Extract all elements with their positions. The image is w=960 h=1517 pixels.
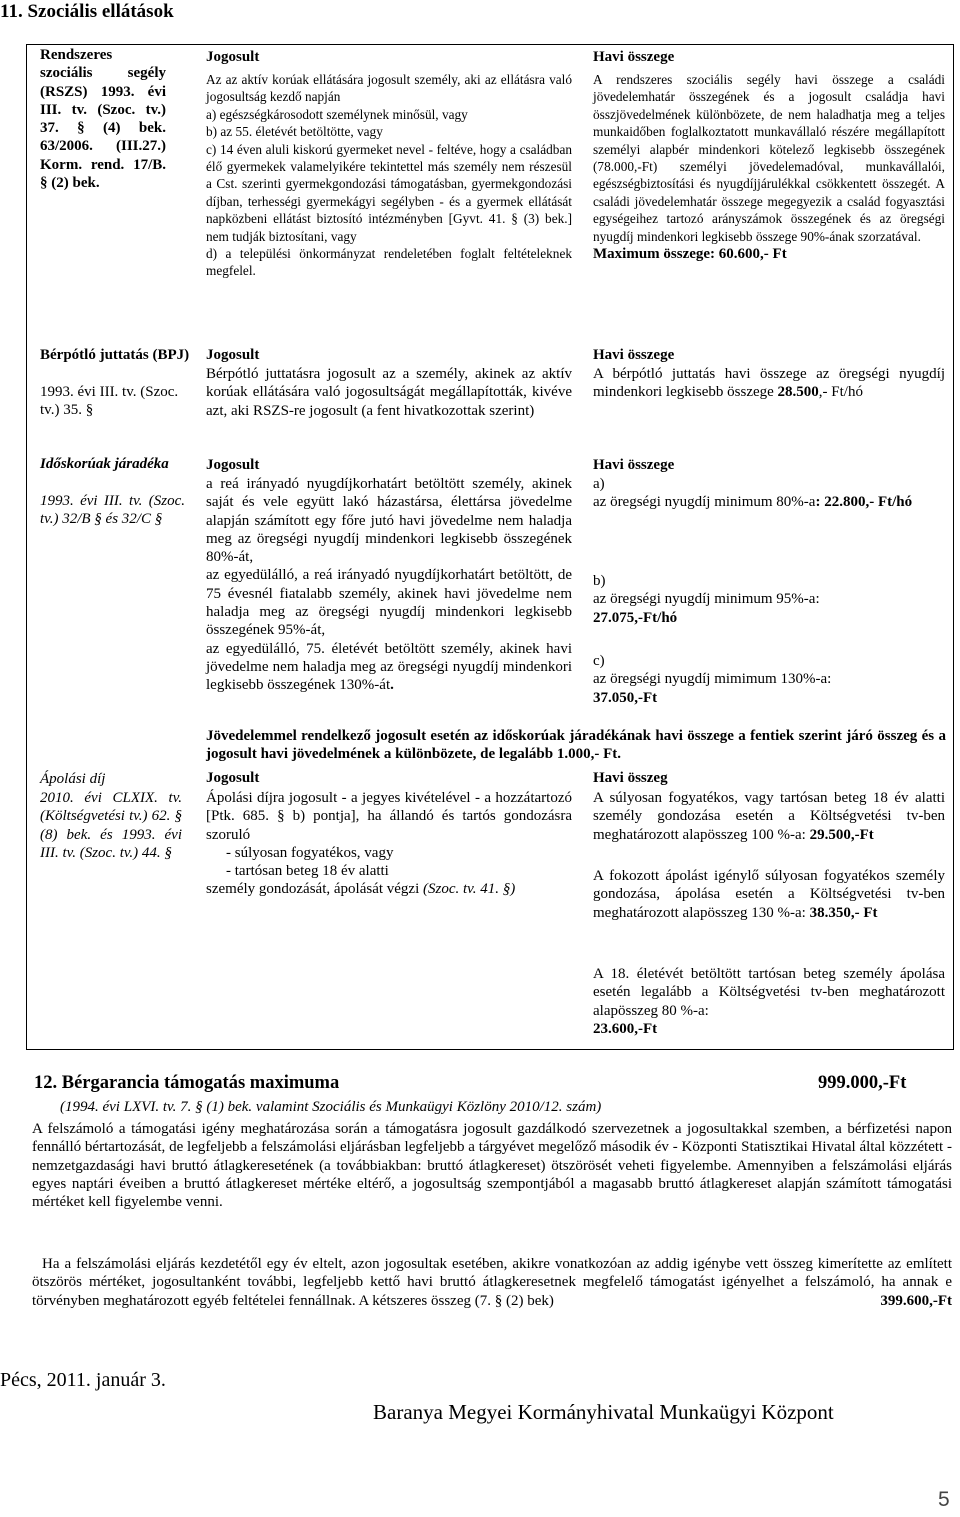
bpj-havi-header: Havi összege [593,347,675,363]
apolasi-havi-3 [593,965,945,1038]
ij-jogosult-3-text: az egyedülálló, 75. életévét betöltött személy, akinek havi jövedelme nem haladja meg az öregségi nyugdíj mindenkori legkisebb összegének 130%-át [206,640,572,694]
ij-havi-a-text: az öregségi nyugdíj minimum 80%-a [593,494,816,511]
section-12-title: 12. Bérgarancia támogatás maximuma [34,1073,340,1093]
apolasi-jogosult-item-2: - tartósan beteg 18 év alatti [226,863,389,880]
bpj-havi-text [593,365,945,402]
ij-havi-a-label: a) [593,476,605,492]
ij-jogosult-2: az egyedülálló, a reá irányadó nyugdíjkorhatárt betöltött, de 75 évesnél fiatalabb személy, akinek havi jövedelme nem haladja meg az öregségi nyugdíj mindenkori legkisebb összegének 95%-át, [206,567,572,639]
ij-havi-b [593,572,945,627]
ij-law-ref: 1993. évi III. tv. (Szoc. tv.) 32/B § és 32/C § [40,493,185,528]
ij-note: Jövedelemmel rendelkező jogosult esetén az időskorúak járadékának havi összege a fentiek szerint járó összeg és a jogosult havi jövedelmének a különbözete, de legalább 1.000,- Ft. [206,728,946,763]
ij-jogosult-text [206,475,572,695]
apolasi-jogosult-intro: Ápolási díjra jogosult - a jegyes kivételével - a hozzátartozó [Ptk. 685. § b) pontja], ha állandó és tartós gondozásra szoruló [206,790,572,843]
ij-havi-b-text: az öregségi nyugdíj minimum 95%-a: [593,591,820,608]
rszs-havi-maximum: Maximum összege: 60.600,- Ft [593,246,787,263]
ij-jogosult-3-end: . [390,677,394,694]
apolasi-jogosult-header: Jogosult [206,770,260,786]
ij-havi-c-text: az öregségi nyugdíj mimimum 130%-a: [593,671,832,688]
section-12-paragraph-1: A felszámoló a támogatási igény meghatározása során a támogatásra jogosult gazdálkodó szervezetnek a jogosultakkal szemben, a bérfizetési napon fennálló bértartozását, de legfeljebb a felszámolási eljárásban legfeljebb a tárgyévet megelőző második év - Központi Statisztikai Hivatal által közzétett - nemzetgazdasági havi bruttó átlagkeresetének (a továbbiakban: bruttó átlagkereset) ötszörösét veheti figyelembe. Amennyiben a felszámolási eljárás egyes naptári éveiben a bruttó átlagkereset mértéke eltérő, a jogosultság szempontjából a magasabb bruttó átlagkereset alapján számított támogatási mértéket kell figyelembe venni. [32,1121,952,1211]
apolasi-jogosult-end: személy gondozását, ápolását végzi [206,881,424,898]
section-12-paragraph-2 [32,1255,952,1310]
ij-havi-c-label: c) [593,653,605,669]
ij-havi-c-value: 37.050,-Ft [593,689,658,706]
apolasi-havi-1-text: A súlyosan fogyatékos, vagy tartósan beteg 18 év alatti személy gondozása esetén a Költségvetési tv-ben meghatározott alapösszeg 100 %-a: [593,790,945,843]
bpj-jogosult-text: Bérpótló juttatásra jogosult az a személy, akinek az aktív korúak ellátására való jogosultságát megállapították, kivéve azt, aki RSZS-re jogosult (a fent hivatkozottak szerint) [206,366,572,419]
rszs-jogosult-c: c) 14 éven aluli kiskorú gyermeket nevel - feltéve, hogy a családban élő gyermekek valamelyikére tekintettel más személy nem részesül a Cst. szerinti gyermekgondozási támogatásban, gyermekgondozási díjban, terhességi gyermekágyi segélyben - és a gyermek ellátását napközbeni ellátást biztosító intézményben [Gyvt. 41. § (3) bek.] nem tudják biztosítani, vagy [206,141,572,244]
place-date: Pécs, 2011. január 3. [0,1369,166,1391]
ij-havi-a [593,475,945,512]
apolasi-law-title: Ápolási díj [40,771,106,787]
bpj-havi-unit: ,- Ft/hó [818,384,863,401]
rszs-jogosult-d: d) a települési önkormányzat rendeletében foglalt feltételeknek megfelel. [206,246,572,279]
rszs-jogosult-text [206,71,572,280]
apolasi-havi-3-value: 23.600,-Ft [593,1020,658,1037]
section-12-max-value: 999.000,-Ft [818,1073,907,1093]
ij-havi-b-value: 27.075,-Ft/hó [593,609,678,626]
section-12-double-value: 399.600,-Ft [880,1292,952,1309]
bpj-havi-value: 28.500 [777,384,819,401]
page-number: 5 [938,1488,950,1511]
apolasi-jogosult-text [206,789,572,899]
ij-havi-a-value: : 22.800,- Ft/hó [815,494,913,511]
apolasi-havi-header: Havi összeg [593,770,668,786]
apolasi-jogosult-ref: (Szoc. tv. 41. §) [423,881,516,898]
ij-jogosult-header: Jogosult [206,457,260,473]
bpj-law-ref: 1993. évi III. tv. (Szoc. tv.) 35. § [40,384,179,419]
organization-name: Baranya Megyei Kormányhivatal Munkaügyi Központ [373,1400,834,1424]
ij-havi-b-label: b) [593,573,606,589]
ij-jogosult-3 [206,640,572,695]
rszs-jogosult-a: a) egészségkárosodott személynek minősül, vagy [206,106,468,122]
ij-law-title: Időskorúak járadéka [40,456,169,472]
rszs-havi-header: Havi összege [593,49,675,65]
apolasi-law-ref: 2010. évi CLXIX. tv.(Költségvetési tv.) 62. § (8) bek. és 1993. évi III. tv. (Szoc. tv.) 44. § [40,790,182,861]
apolasi-jogosult-item-1: - súlyosan fogyatékos, vagy [226,844,394,861]
bpj-law-title: Bérpótló juttatás (BPJ) [40,347,190,363]
apolasi-havi-2-value: 38.350,- Ft [809,904,878,921]
bpj-havi-description: A bérpótló juttatás havi összege az öregségi nyugdíj mindenkori legkisebb összege [593,366,945,401]
rszs-jogosult-intro: Az az aktív korúak ellátására jogosult személy, aki az ellátásra való jogosultság kezdő napján [206,72,572,105]
section-12-paragraph-2-text: Ha a felszámolási eljárás kezdetétől egy év eltelt, azon jogosultak esetében, akikre vonatkozóan az addig igénybe vett összeg kimerítette az említett ötszörös mértéket, jogosultanként további, legfeljebb kettő havi bruttó átlagkeresetnek megfelelő támogatást igényelhet a felszámoló, ha annak e törvényben meghatározott egyéb feltételei fennállnak. A kétszeres összeg (7. § (2) bek) [32,1256,952,1309]
apolasi-havi-3-text: A 18. életévét betöltött tartósan beteg személy ápolása esetén legalább a Költségvetési tv-ben meghatározott alapösszeg 80 %-a: [593,966,945,1019]
rszs-jogosult-b: b) az 55. életévét betöltötte, vagy [206,124,383,140]
rszs-jogosult-header: Jogosult [206,49,260,65]
section-11-title: 11. Szociális ellátások [0,1,174,22]
apolasi-havi-1 [593,789,945,844]
apolasi-havi-2-text: A fokozott ápolást igénylő súlyosan fogyatékos személy gondozása, ápolása esetén a Költségvetési tv-ben meghatározott alapösszeg 130 %-a: [593,868,945,921]
ij-jogosult-1: a reá irányadó nyugdíjkorhatárt betöltött személy, akinek saját és vele együtt lakó házastársa, élettársa jövedelme alapján számított egy főre jutó havi jövedelme nem haladja meg az öregségi nyugdíj mindenkori legkisebb összegének 80%-át, [206,476,572,566]
section-12-source: (1994. évi LXVI. tv. 7. § (1) bek. valamint Szociális és Munkaügyi Közlöny 2010/12. szám) [60,1099,602,1115]
ij-havi-header: Havi összege [593,457,675,473]
apolasi-havi-1-value: 29.500,-Ft [809,826,874,843]
apolasi-havi-2 [593,867,945,922]
bpj-jogosult-header: Jogosult [206,347,260,363]
rszs-law-ref: Rendszeres szociális segély (RSZS) 1993. évi III. tv. (Szoc. tv.) 37. § (4) bek. 63/2006. (III.27.) Korm. rend. 17/B. § (2) bek. [40,47,166,192]
rszs-havi-description: A rendszeres szociális segély havi összege a családi jövedelemhatár összegének és a jogosult családja havi összjövedelmének különbözete, de nem haladhatja meg a teljes munkaidőben foglalkoztatott munkavállaló részére megállapított személyi alapbér mindenkori kötelező legkisebb összegének (78.000,-Ft) személyi jövedelemadóval, munkavállalói, egészségbiztosítási és nyugdíjjárulékkal csökkentett összegét. A családi jövedelemhatár összege megegyezik a család fogyasztási egységeihez tartozó arányszámok összegének és az öregségi nyugdíj mindenkori legkisebb összege 90%-ának szorzatával. [593,72,945,244]
rszs-havi-text [593,71,945,265]
ij-havi-c [593,652,945,707]
